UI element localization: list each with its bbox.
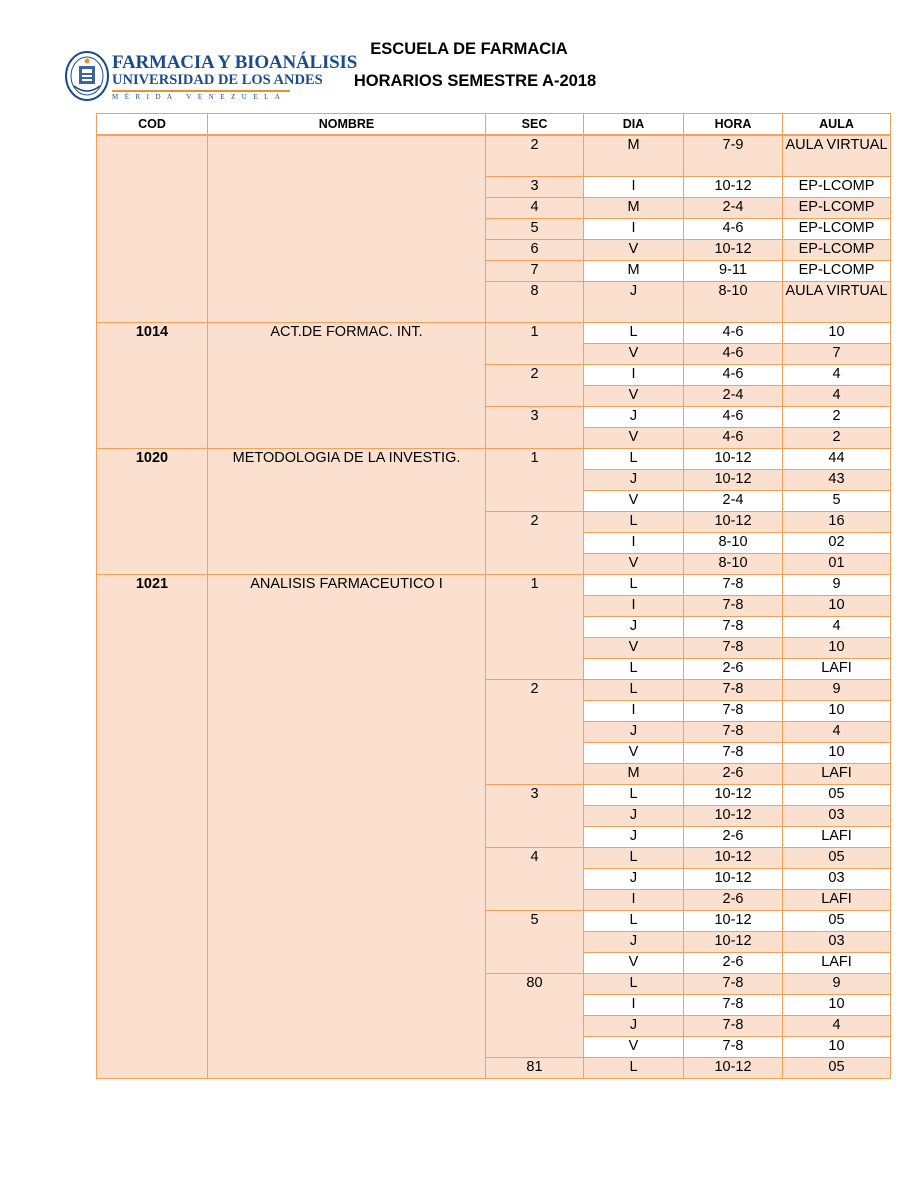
room-cell: EP-LCOMP [783,198,891,219]
room-cell: AULA VIRTUAL [783,135,891,177]
time-cell: 7-8 [684,743,783,764]
logo-location: MÉRIDA VENEZUELA [112,93,287,101]
section-number: 81 [486,1058,584,1079]
course-code [97,135,208,323]
room-cell: 03 [783,932,891,953]
day-cell: L [584,449,684,470]
room-cell: 10 [783,995,891,1016]
day-cell: V [584,386,684,407]
time-cell: 10-12 [684,806,783,827]
course-code: 1020 [97,449,208,575]
time-cell: 4-6 [684,323,783,344]
room-cell: 10 [783,596,891,617]
day-cell: V [584,491,684,512]
room-cell: 9 [783,974,891,995]
room-cell: 2 [783,428,891,449]
document-subtitle: HORARIOS SEMESTRE A-2018 [353,72,597,90]
time-cell: 4-6 [684,219,783,240]
time-cell: 7-8 [684,974,783,995]
time-cell: 10-12 [684,869,783,890]
room-cell: LAFI [783,827,891,848]
time-cell: 10-12 [684,240,783,261]
room-cell: LAFI [783,659,891,680]
section-number: 4 [486,198,584,219]
day-cell: V [584,344,684,365]
section-number: 5 [486,219,584,240]
time-cell: 7-8 [684,680,783,701]
header-hora: HORA [684,114,783,136]
section-number: 4 [486,848,584,911]
room-cell: 4 [783,365,891,386]
day-cell: L [584,785,684,806]
time-cell: 7-8 [684,1016,783,1037]
section-number: 8 [486,282,584,323]
day-cell: V [584,1037,684,1058]
day-cell: V [584,743,684,764]
section-number: 80 [486,974,584,1058]
day-cell: V [584,428,684,449]
room-cell: 10 [783,743,891,764]
page-header [0,0,902,110]
day-cell: L [584,911,684,932]
day-cell: I [584,533,684,554]
time-cell: 7-9 [684,135,783,177]
room-cell: 10 [783,323,891,344]
document-title: ESCUELA DE FARMACIA [370,40,568,58]
section-number: 2 [486,365,584,407]
day-cell: J [584,1016,684,1037]
day-cell: J [584,617,684,638]
time-cell: 2-6 [684,953,783,974]
room-cell: 9 [783,575,891,596]
day-cell: V [584,554,684,575]
time-cell: 4-6 [684,365,783,386]
logo-university-name: UNIVERSIDAD DE LOS ANDES [112,72,323,88]
time-cell: 10-12 [684,848,783,869]
course-code: 1014 [97,323,208,449]
day-cell: L [584,659,684,680]
day-cell: J [584,282,684,323]
day-cell: I [584,596,684,617]
room-cell: 4 [783,386,891,407]
room-cell: 10 [783,1037,891,1058]
room-cell: EP-LCOMP [783,240,891,261]
time-cell: 7-8 [684,1037,783,1058]
day-cell: M [584,135,684,177]
time-cell: 8-10 [684,533,783,554]
room-cell: 9 [783,680,891,701]
day-cell: L [584,680,684,701]
room-cell: EP-LCOMP [783,219,891,240]
day-cell: M [584,198,684,219]
room-cell: 05 [783,848,891,869]
day-cell: J [584,722,684,743]
room-cell: 03 [783,869,891,890]
day-cell: L [584,323,684,344]
time-cell: 7-8 [684,995,783,1016]
time-cell: 8-10 [684,282,783,323]
time-cell: 10-12 [684,449,783,470]
room-cell: 05 [783,1058,891,1079]
room-cell: 2 [783,407,891,428]
section-number: 2 [486,135,584,177]
schedule-body [97,135,891,1079]
section-number: 1 [486,575,584,680]
section-number: 3 [486,407,584,449]
room-cell: LAFI [783,764,891,785]
room-cell: EP-LCOMP [783,177,891,198]
day-cell: I [584,701,684,722]
day-cell: L [584,575,684,596]
header-dia: DIA [584,114,684,136]
time-cell: 10-12 [684,177,783,198]
room-cell: 03 [783,806,891,827]
section-number: 3 [486,177,584,198]
day-cell: L [584,1058,684,1079]
time-cell: 2-4 [684,491,783,512]
day-cell: M [584,261,684,282]
section-number: 2 [486,680,584,785]
table-row [97,575,891,596]
day-cell: M [584,764,684,785]
room-cell: 10 [783,701,891,722]
logo-faculty-name: FARMACIA Y BIOANÁLISIS [112,52,358,73]
room-cell: 10 [783,638,891,659]
time-cell: 4-6 [684,344,783,365]
room-cell: 5 [783,491,891,512]
day-cell: V [584,240,684,261]
course-name: ACT.DE FORMAC. INT. [208,323,486,449]
time-cell: 7-8 [684,722,783,743]
time-cell: 10-12 [684,785,783,806]
day-cell: I [584,219,684,240]
section-number: 1 [486,323,584,365]
room-cell: 4 [783,722,891,743]
time-cell: 10-12 [684,1058,783,1079]
course-name [208,135,486,323]
section-number: 7 [486,261,584,282]
room-cell: AULA VIRTUAL [783,282,891,323]
header-aula: AULA [783,114,891,136]
course-name: METODOLOGIA DE LA INVESTIG. [208,449,486,575]
header-cod: COD [97,114,208,136]
time-cell: 2-4 [684,198,783,219]
header-nombre: NOMBRE [208,114,486,136]
time-cell: 10-12 [684,512,783,533]
day-cell: J [584,869,684,890]
schedule-table [96,113,891,1079]
section-number: 5 [486,911,584,974]
time-cell: 9-11 [684,261,783,282]
section-number: 1 [486,449,584,512]
time-cell: 2-6 [684,764,783,785]
header-sec: SEC [486,114,584,136]
time-cell: 7-8 [684,596,783,617]
room-cell: LAFI [783,890,891,911]
room-cell: 7 [783,344,891,365]
day-cell: J [584,407,684,428]
day-cell: J [584,827,684,848]
day-cell: J [584,806,684,827]
time-cell: 8-10 [684,554,783,575]
table-row [97,449,891,470]
room-cell: 4 [783,617,891,638]
day-cell: L [584,512,684,533]
time-cell: 7-8 [684,638,783,659]
section-number: 3 [486,785,584,848]
table-row [97,135,891,177]
time-cell: 2-4 [684,386,783,407]
table-row [97,323,891,344]
table-header-row [97,114,891,136]
course-name: ANALISIS FARMACEUTICO I [208,575,486,1079]
day-cell: V [584,638,684,659]
room-cell: 44 [783,449,891,470]
room-cell: 05 [783,785,891,806]
room-cell: 05 [783,911,891,932]
time-cell: 2-6 [684,827,783,848]
course-code: 1021 [97,575,208,1079]
day-cell: I [584,177,684,198]
room-cell: 43 [783,470,891,491]
room-cell: 16 [783,512,891,533]
day-cell: L [584,974,684,995]
time-cell: 2-6 [684,659,783,680]
day-cell: V [584,953,684,974]
section-number: 2 [486,512,584,575]
time-cell: 2-6 [684,890,783,911]
room-cell: EP-LCOMP [783,261,891,282]
time-cell: 7-8 [684,701,783,722]
day-cell: I [584,890,684,911]
room-cell: LAFI [783,953,891,974]
day-cell: J [584,932,684,953]
time-cell: 7-8 [684,575,783,596]
time-cell: 4-6 [684,428,783,449]
day-cell: I [584,995,684,1016]
time-cell: 10-12 [684,470,783,491]
room-cell: 01 [783,554,891,575]
room-cell: 02 [783,533,891,554]
day-cell: I [584,365,684,386]
time-cell: 10-12 [684,932,783,953]
time-cell: 10-12 [684,911,783,932]
time-cell: 4-6 [684,407,783,428]
day-cell: J [584,470,684,491]
section-number: 6 [486,240,584,261]
room-cell: 4 [783,1016,891,1037]
time-cell: 7-8 [684,617,783,638]
day-cell: L [584,848,684,869]
